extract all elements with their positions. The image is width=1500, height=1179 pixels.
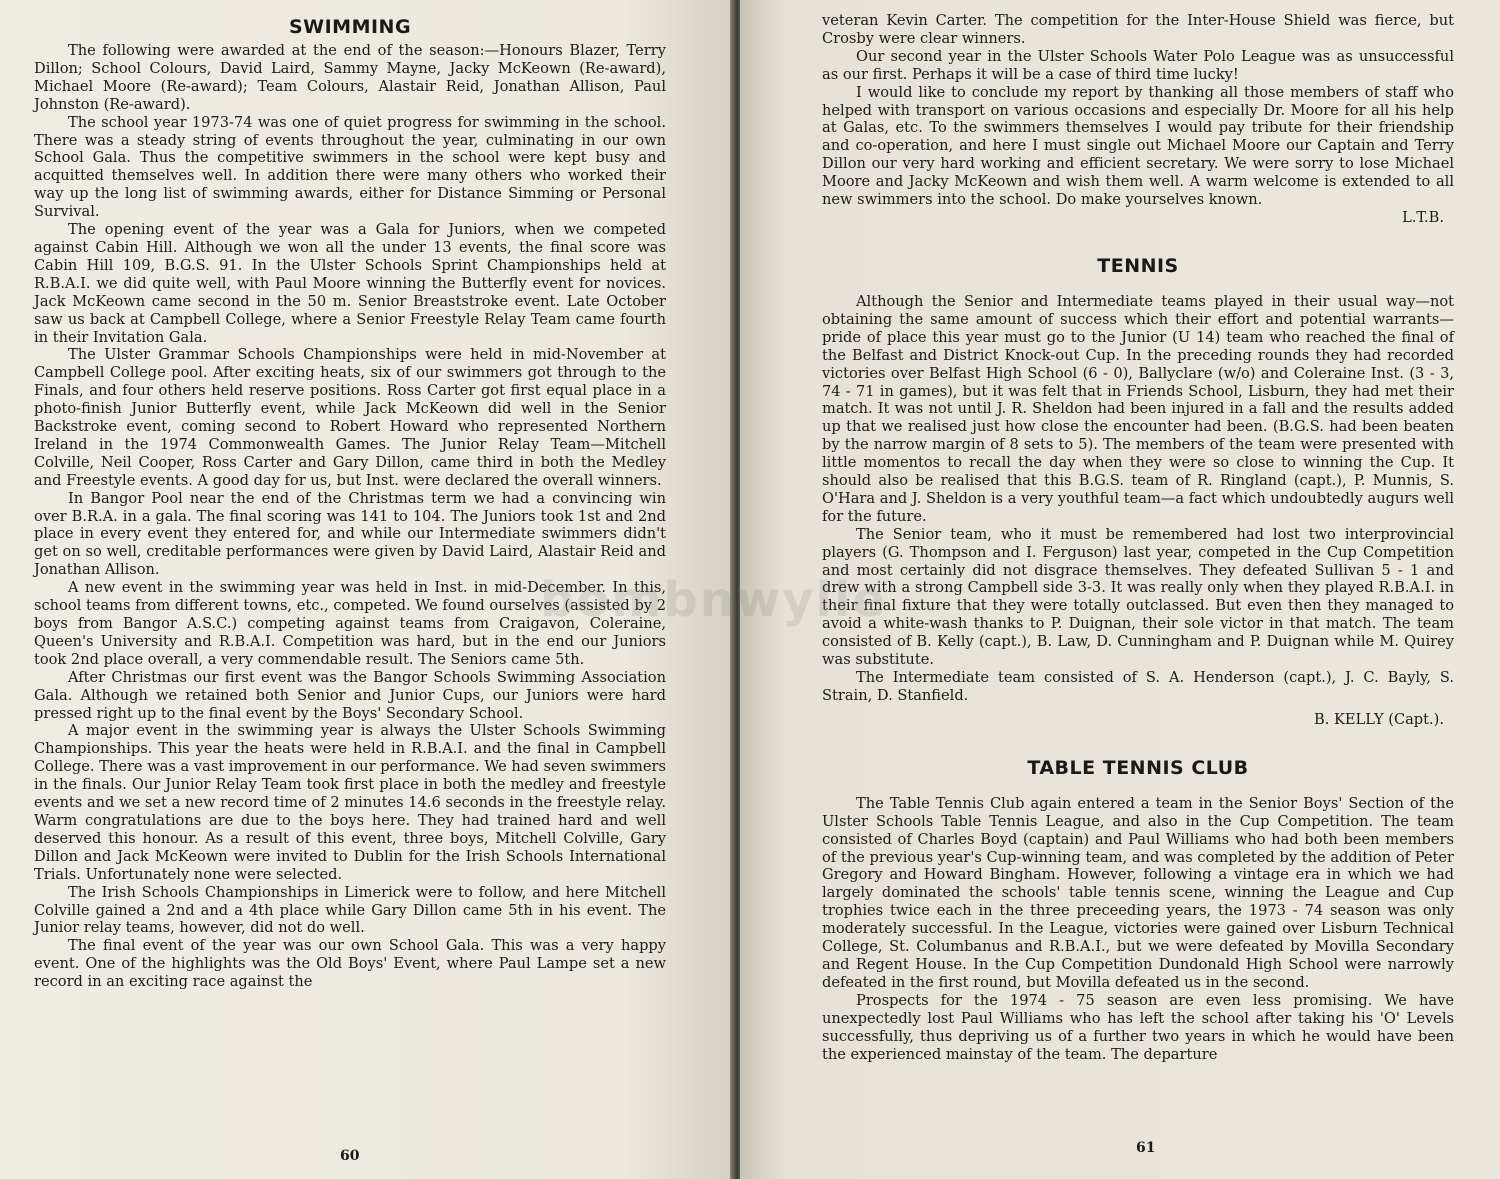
section-spacer bbox=[822, 227, 1454, 253]
swimming-paragraph: The Ulster Grammar Schools Championships were held in mid-November at Campbell College pool. After exciting heats, six of our swimmers got through to the Finals, and four others held reserve positions. Ross Carter got first equal place in a photo-finish Junior Butterfly event, while Jack McKeown did well in the Senior Backstroke event, coming second to Robert Howard who represented Northern Ireland in the 1974 Commonwealth Games. The Junior Relay Team—Mitchell Colville, Neil Cooper, Ross Carter and Gary Dillon, came third in both the Medley and Freestyle events. A good day for us, but Inst. were declared the overall winners. bbox=[34, 346, 666, 489]
tennis-paragraph: Although the Senior and Intermediate teams played in their usual way—not obtaining the same amount of success which their effort and potential warrants—pride of place this year must go to the Junior (U 14) team who reached the final of the Belfast and District Knock-out Cup. In the preceding rounds they had recorded victories over Belfast High School (6 - 0), Ballyclare (w/o) and Coleraine Inst. (3 - 3, 74 - 71 in games), but it was felt that in Friends School, Lisburn, they had met their match. It was not until J. R. Sheldon had been injured in a fall and the results added up that we realised just how close the encounter had been. (B.G.S. had been beaten by the narrow margin of 8 sets to 5). The members of the team were presented with little momentos to recall the day when they were so close to winning the Cup. It should also be realised that this B.G.S. team of R. Ringland (capt.), P. Munnis, S. O'Hara and J. Sheldon is a very youthful team—a fact which undoubtedly augurs well for the future. bbox=[822, 292, 1454, 525]
swimming-paragraph: A new event in the swimming year was held in Inst. in mid-December. In this, school teams from different towns, etc., competed. We found ourselves (assisted by 2 boys from Bangor A.S.C.) competing against teams from Craigavon, Coleraine, Queen's University and R.B.A.I. Competition was hard, but in the end our Juniors took 2nd place overall, a very commendable result. The Seniors came 5th. bbox=[34, 579, 666, 668]
table-tennis-paragraph: The Table Tennis Club again entered a team in the Senior Boys' Section of the Ulster Schools Table Tennis League, and also in the Cup Competition. The team consisted of Charles Boyd (captain) and Paul Williams who had both been members of the previous year's Cup-winning team, and was completed by the addition of Peter Gregory and Howard Bingham. However, following a vintage era in which we had largely dominated the schools' table tennis scene, winning the League and Cup trophies twice each in the three preceeding years, the 1973 - 74 season was only moderately successful. In the League, victories were gained over Lisburn Technical College, St. Columbanus and R.B.A.I., but we were defeated by Movilla Secondary and Regent House. In the Cup Competition Dundonald High School were narrowly defeated in the first round, but Movilla defeated us in the second. bbox=[822, 794, 1454, 991]
swimming-paragraph: The Irish Schools Championships in Limerick were to follow, and here Mitchell Colville gained a 2nd and a 4th place while Gary Dillon came 5th in his event. The Junior relay teams, however, did not do well. bbox=[34, 883, 666, 937]
table-tennis-paragraph: Prospects for the 1974 - 75 season are even less promising. We have unexpectedly lost Paul Williams who has left the school after taking his 'O' Levels successfully, thus depriving us of a further two years in which he would have been the experienced mainstay of the team. The departure bbox=[822, 991, 1454, 1063]
page-number-left: 60 bbox=[340, 1148, 360, 1164]
section-spacer bbox=[822, 729, 1454, 755]
tennis-paragraph: The Intermediate team consisted of S. A. Henderson (capt.), J. C. Bayly, S. Strain, D. Stanfield. bbox=[822, 669, 1454, 704]
swimming-paragraph: The opening event of the year was a Gala for Juniors, when we competed against Cabin Hill. Although we won all the under 13 events, the final score was Cabin Hill 109, B.G.S. 91. In the Ulster Schools Sprint Championships held at R.B.A.I. we did quite well, with Paul Moore winning the Butterfly event for novices. Jack McKeown came second in the 50 m. Senior Breaststroke event. Late October saw us back at Campbell College, where a Senior Freestyle Relay Team came fourth in their Invitation Gala. bbox=[34, 221, 666, 346]
swimming-title: SWIMMING bbox=[288, 16, 412, 38]
section-spacer bbox=[822, 783, 1454, 795]
swimming-paragraph: The following were awarded at the end of the season:—Honours Blazer, Terry Dillon; School Colours, David Laird, Sammy Mayne, Jacky McKeown (Re-award), Michael Moore (Re-award); Team Colours, Alastair Reid, Jonathan Allison, Paul Johnston (Re-award). bbox=[34, 42, 666, 113]
swimming-continued-paragraph: I would like to conclude my report by thanking all those members of staff who helped with transport on various occasions and especially Dr. Moore for all his help at Galas, etc. To the swimmers themselves I would pay tribute for their friendship and co-operation, and here I must single out Michael Moore our Captain and Terry Dillon our very hard working and efficient secretary. We were sorry to lose Michael Moore and Jacky McKeown and wish them well. A warm welcome is extended to all new swimmers into the school. Do make yourselves known. bbox=[822, 83, 1454, 209]
swimming-paragraph: The school year 1973-74 was one of quiet progress for swimming in the school. There was a steady string of events throughout the year, culminating in our own School Gala. Thus the competitive swimmers in the school were kept busy and acquitted themselves well. In addition there were many others who worked their way up the long list of swimming awards, either for Distance Simming or Personal Survival. bbox=[34, 113, 666, 221]
left-page bbox=[0, 0, 735, 1179]
swimming-paragraph: The final event of the year was our own School Gala. This was a very happy event. One of the highlights was the Old Boys' Event, where Paul Lampe set a new record in an exciting race against the bbox=[34, 937, 666, 991]
tennis-title: TENNIS bbox=[1097, 254, 1179, 277]
swimming-continued-paragraph: veteran Kevin Carter. The competition for the Inter-House Shield was fierce, but Crosby were clear winners. bbox=[822, 12, 1454, 47]
right-page bbox=[740, 0, 1500, 1179]
tennis-paragraph: The Senior team, who it must be remembered had lost two interprovincial players (G. Thompson and I. Ferguson) last year, competed in the Cup Competition and most certainly did not disgrace themselves. They defeated Sullivan 5 - 1 and drew with a strong Campbell side 3-3. It was really only when they played R.B.A.I. in their final fixture that they were totally outclassed. But even then they managed to avoid a white-wash thanks to P. Duignan, their sole victor in that match. The team consisted of B. Kelly (capt.), B. Law, D. Cunningham and P. Duignan while M. Quirey was substitute. bbox=[822, 525, 1454, 669]
section-spacer bbox=[822, 281, 1454, 293]
swimming-signature: L.T.B. bbox=[1402, 208, 1444, 226]
swimming-paragraph: In Bangor Pool near the end of the Christmas term we had a convincing win over B.R.A. in a gala. The final scoring was 141 to 104. The Juniors took 1st and 2nd place in every event they entered for, and while our Intermediate swimmers didn't get on so well, creditable performances were given by David Laird, Alastair Reid and Jonathan Allison. bbox=[34, 489, 666, 579]
table-tennis-title: TABLE TENNIS CLUB bbox=[1027, 756, 1249, 779]
left-column bbox=[34, 14, 666, 991]
tennis-signature: B. KELLY (Capt.). bbox=[1313, 710, 1444, 728]
swimming-continued-paragraph: Our second year in the Ulster Schools Water Polo League was as unsuccessful as our first. Perhaps it will be a case of third time lucky! bbox=[822, 47, 1454, 83]
right-column bbox=[822, 12, 1454, 1063]
page-number-right: 61 bbox=[1136, 1140, 1156, 1156]
swimming-paragraph: After Christmas our first event was the Bangor Schools Swimming Association Gala. Although we retained both Senior and Junior Cups, our Juniors were hard pressed right up to the final event by the Boys' Secondary School. bbox=[34, 668, 666, 722]
swimming-paragraph: A major event in the swimming year is always the Ulster Schools Swimming Championships. This year the heats were held in R.B.A.I. and the final in Campbell College. There was a vast improvement in our performance. We had seven swimmers in the finals. Our Junior Relay Team took first place in both the medley and freestyle events and we set a new record time of 2 minutes 14.6 seconds in the freestyle relay. Warm congratulations are due to the boys here. They had trained hard and well deserved this honour. As a result of this event, three boys, Mitchell Colville, Gary Dillon and Jack McKeown were invited to Dublin for the Irish Schools International Trials. Unfortunately none were selected. bbox=[34, 722, 666, 883]
